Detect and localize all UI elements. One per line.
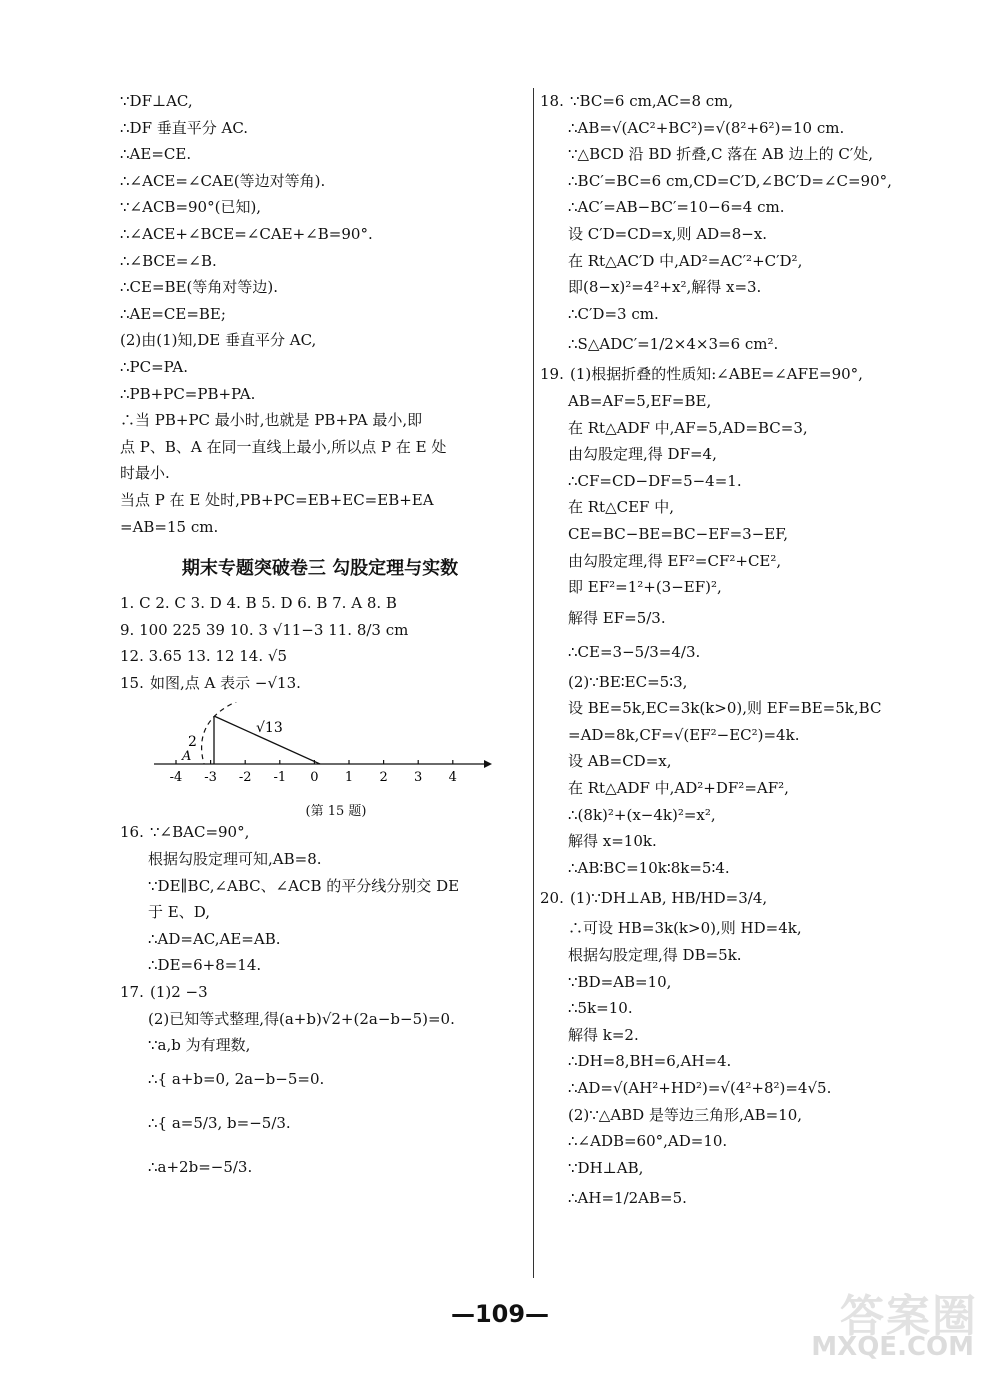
answer-line: 12. 3.65 13. 12 14. √5: [120, 647, 287, 666]
hypotenuse-label: √13: [256, 720, 283, 737]
tick-label: 0: [310, 770, 319, 786]
solution-line: ∵a,b 为有理数,: [148, 1036, 251, 1055]
watermark-url: MXQE.COM: [811, 1332, 974, 1362]
tick-label: -4: [169, 770, 183, 786]
equation-system: ∴{ a+b=0, 2a−b−5=0.: [148, 1069, 325, 1088]
solution-line: ∴∠BCE=∠B.: [120, 251, 217, 270]
solution-line: 解得 EF=5/3.: [568, 608, 666, 627]
watermark-logo: 答案圈: [840, 1291, 978, 1342]
solution-line: 点 P、B、A 在同一直线上最小,所以点 P 在 E 处: [120, 437, 447, 456]
solution-line: ∴AE=CE.: [120, 145, 192, 164]
solution-line: ∴S△ADC′=1/2×4×3=6 cm².: [568, 335, 779, 354]
solution-line: 根据勾股定理可知,AB=8.: [148, 850, 322, 869]
solution-line: ∵BC=6 cm,AC=8 cm,: [570, 92, 734, 110]
solution-line: 即 EF²=1²+(3−EF)²,: [568, 578, 722, 597]
solution-line: ∴C′D=3 cm.: [568, 304, 659, 323]
solution-line: ∴可设 HB=3k(k>0),则 HD=4k,: [568, 919, 802, 938]
question-16: [120, 819, 520, 846]
right-column: [540, 88, 960, 1215]
solution-line: 设 C′D=CD=x,则 AD=8−x.: [568, 224, 768, 243]
solution-line: ∴CE=BE(等角对等边).: [120, 278, 278, 297]
solution-line: ∵△BCD 沿 BD 折叠,C 落在 AB 边上的 C′处,: [568, 145, 874, 164]
solution-line: ∴∠ACE+∠BCE=∠CAE+∠B=90°.: [120, 224, 373, 243]
solution-line: =AB=15 cm.: [120, 517, 219, 536]
question-20: [540, 881, 960, 915]
solution-line: AB=AF=5,EF=BE,: [568, 391, 712, 410]
question-number: 20.: [540, 889, 564, 908]
column-divider: [533, 88, 534, 1278]
solution-line: ∴∠ACE=∠CAE(等边对等角).: [120, 171, 326, 190]
solution-line: 由勾股定理,得 EF²=CF²+CE²,: [568, 551, 782, 570]
solution-line: ∴AD=√(AH²+HD²)=√(4²+8²)=4√5.: [568, 1079, 832, 1097]
solution-line: (2)由(1)知,DE 垂直平分 AC,: [120, 331, 317, 350]
tick-label: -2: [238, 770, 252, 786]
solution-line: 当点 P 在 E 处时,PB+PC=EB+EC=EB+EA: [120, 490, 434, 509]
solution-line: ∴(8k)²+(x−4k)²=x²,: [568, 805, 716, 824]
axis-arrow-icon: [484, 760, 492, 768]
answer-line: 9. 100 225 39 10. 3 √11−3 11. 8/3 cm: [120, 620, 409, 639]
question-18: [540, 88, 960, 115]
solution-line: ∴BC′=BC=6 cm,CD=C′D,∠BC′D=∠C=90°,: [568, 171, 892, 190]
answer-line: 1. C 2. C 3. D 4. B 5. D 6. B 7. A 8. B: [120, 594, 397, 613]
solution-line: 即(8−x)²=4²+x²,解得 x=3.: [568, 278, 762, 297]
solution-line: ∴AD=AC,AE=AB.: [148, 929, 281, 948]
solution-line: ∴AC′=AB−BC′=10−6=4 cm.: [568, 198, 785, 217]
solution-line: ∴AB=√(AC²+BC²)=√(8²+6²)=10 cm.: [568, 118, 845, 137]
solution-line: (2)∵BE∶EC=5∶3,: [568, 672, 688, 691]
solution-line: ∴AE=CE=BE;: [120, 304, 226, 323]
solution-line: 于 E、D,: [148, 903, 210, 922]
solution-line: =AD=8k,CF=√(EF²−EC²)=4k.: [568, 725, 800, 744]
solution-line: 在 Rt△ADF 中,AF=5,AD=BC=3,: [568, 418, 808, 437]
solution-line: (1)∵DH⊥AB, HB/HD=3/4,: [570, 889, 768, 908]
solution-line: 在 Rt△ADF 中,AD²+DF²=AF²,: [568, 779, 789, 798]
question-15: [120, 670, 520, 697]
question-number: 18.: [540, 92, 564, 110]
solution-line: (2)已知等式整理,得(a+b)√2+(2a−b−5)=0.: [148, 1009, 455, 1028]
solution-line: ∵∠ACB=90°(已知),: [120, 198, 262, 217]
solution-line: CE=BC−BE=BC−EF=3−EF,: [568, 524, 789, 543]
question-17: [120, 979, 520, 1006]
leg-length-label: 2: [188, 734, 197, 751]
solution-line: 时最小.: [120, 464, 170, 483]
solution-line: ∴PB+PC=PB+PA.: [120, 384, 256, 403]
solution-line: 解得 x=10k.: [568, 832, 657, 851]
solution-line: 设 AB=CD=x,: [568, 752, 672, 771]
left-column: [120, 88, 520, 1187]
solution-line: 设 BE=5k,EC=3k(k>0),则 EF=BE=5k,BC: [568, 699, 882, 718]
solution-line: ∴当 PB+PC 最小时,也就是 PB+PA 最小,即: [120, 411, 423, 430]
solution-line: ∴PC=PA.: [120, 357, 188, 376]
solution-line: (1)根据折叠的性质知:∠ABE=∠AFE=90°,: [570, 365, 863, 384]
equation-system: ∴{ a=5/3, b=−5/3.: [148, 1113, 291, 1132]
solution-line: 在 Rt△AC′D 中,AD²=AC′²+C′D²,: [568, 251, 803, 270]
question-text: 如图,点 A 表示 −√13.: [150, 673, 301, 692]
tick-label: -3: [204, 770, 217, 786]
point-a-label: A: [182, 749, 192, 765]
tick-label: 1: [344, 770, 354, 786]
question-number: 16.: [120, 823, 144, 842]
question-number: 17.: [120, 983, 144, 1002]
tick-label: 4: [448, 770, 457, 786]
section-title: 期末专题突破卷三 勾股定理与实数: [181, 558, 459, 580]
solution-line: ∴CF=CD−DF=5−4=1.: [568, 471, 742, 490]
figure-caption: (第 15 题): [305, 804, 367, 820]
solution-line: ∴DF 垂直平分 AC.: [120, 118, 249, 137]
question-19: [540, 361, 960, 388]
tick-label: 3: [414, 770, 423, 786]
solution-line: (2)∵△ABD 是等边三角形,AB=10,: [568, 1105, 803, 1124]
solution-line: ∵DH⊥AB,: [568, 1158, 644, 1177]
solution-line: 由勾股定理,得 DF=4,: [568, 445, 717, 464]
solution-line: ∵DE∥BC,∠ABC、∠ACB 的平分线分别交 DE: [148, 876, 460, 895]
number-line-diagram: [152, 702, 492, 792]
solution-line: ∵∠BAC=90°,: [150, 823, 250, 842]
solution-line: ∴AH=1/2AB=5.: [568, 1189, 687, 1208]
solution-line: ∴AB∶BC=10k∶8k=5∶4.: [568, 858, 730, 877]
solution-line: 解得 k=2.: [568, 1025, 639, 1044]
question-number: 15.: [120, 673, 144, 692]
solution-line: ∴a+2b=−5/3.: [148, 1157, 253, 1176]
solution-line: 根据勾股定理,得 DB=5k.: [568, 946, 742, 965]
tick-label: 2: [379, 770, 388, 786]
tick-label: -1: [273, 770, 287, 786]
number-line-figure: [152, 702, 520, 819]
solution-line: (1)2 −3: [150, 983, 208, 1002]
page-number: —109—: [450, 1300, 550, 1328]
solution-line: 在 Rt△CEF 中,: [568, 498, 674, 517]
question-number: 19.: [540, 365, 564, 384]
solution-line: ∵DF⊥AC,: [120, 92, 193, 110]
solution-line: ∴DE=6+8=14.: [148, 956, 262, 975]
solution-line: ∴CE=3−5/3=4/3.: [568, 642, 701, 661]
solution-line: ∴∠ADB=60°,AD=10.: [568, 1132, 728, 1151]
compass-arc: [202, 702, 240, 764]
solution-line: ∴DH=8,BH=6,AH=4.: [568, 1052, 732, 1071]
solution-line: ∴5k=10.: [568, 999, 633, 1018]
solution-line: ∵BD=AB=10,: [568, 972, 672, 991]
